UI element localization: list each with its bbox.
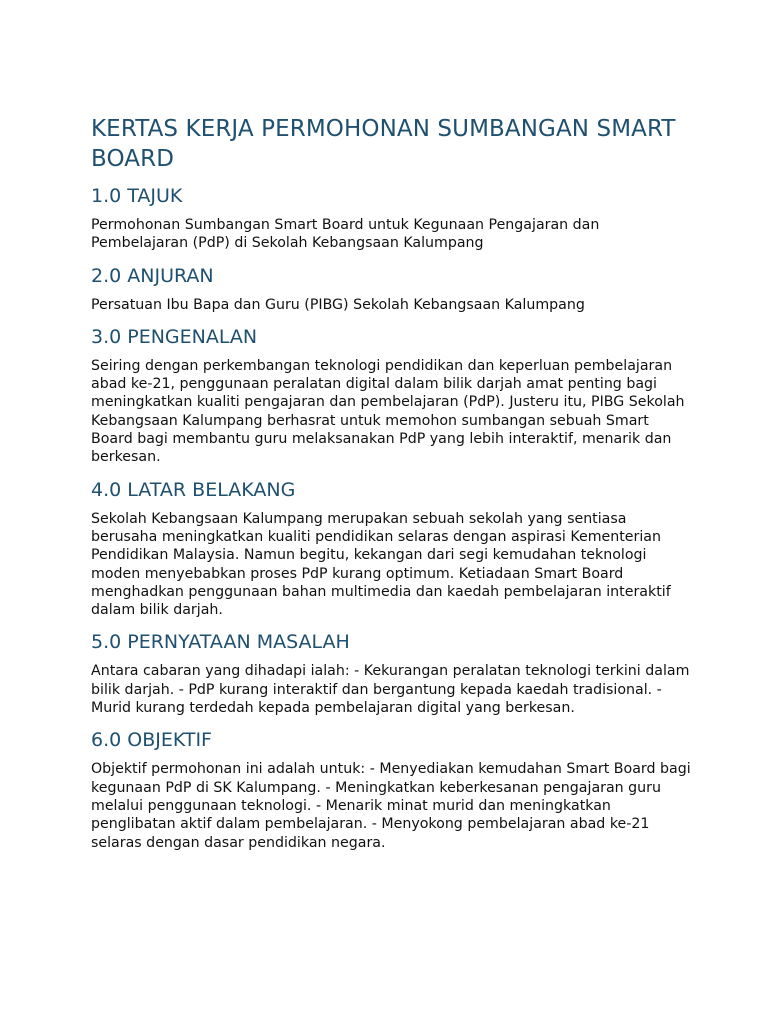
- section-latar-belakang: [91, 478, 691, 620]
- section-tajuk: [91, 184, 691, 253]
- section-body: Persatuan Ibu Bapa dan Guru (PIBG) Sekolah Kebangsaan Kalumpang: [91, 296, 585, 313]
- section-anjuran: [91, 264, 691, 314]
- section-pengenalan: [91, 325, 691, 467]
- section-body: Permohonan Sumbangan Smart Board untuk Kegunaan Pengajaran dan Pembelajaran (PdP) di Sekolah Kebangsaan Kalumpang: [91, 217, 600, 252]
- section-heading: 4.0 LATAR BELAKANG: [91, 478, 296, 501]
- section-body: Antara cabaran yang dihadapi ialah: - Kekurangan peralatan teknologi terkini dalam bilik darjah. - PdP kurang interaktif dan bergantung kepada kaedah tradisional. - Murid kurang terdedah kepada pembelajaran digital yang berkesan.: [91, 663, 690, 717]
- section-body: Seiring dengan perkembangan teknologi pendidikan dan keperluan pembelajaran abad ke-21, penggunaan peralatan digital dalam bilik darjah amat penting bagi meningkatkan kualiti pengajaran dan pembelajaran (PdP). Justeru itu, PIBG Sekolah Kebangsaan Kalumpang berhasrat untuk memohon sumbangan sebuah Smart Board bagi membantu guru melaksanakan PdP yang lebih interaktif, menarik dan berkesan.: [91, 357, 685, 466]
- section-pernyataan-masalah: [91, 630, 691, 717]
- section-heading: 2.0 ANJURAN: [91, 264, 214, 287]
- section-objektif: [91, 728, 691, 851]
- section-body: Objektif permohonan ini adalah untuk: - Menyediakan kemudahan Smart Board bagi kegunaan PdP di SK Kalumpang. - Meningkatkan keberkesanan pengajaran guru melalui penggunaan teknologi. - Menarik minat murid dan meningkatkan penglibatan aktif dalam pembelajaran. - Menyokong pembelajaran abad ke-21 selaras dengan dasar pendidikan negara.: [91, 761, 691, 851]
- section-body: Sekolah Kebangsaan Kalumpang merupakan sebuah sekolah yang sentiasa berusaha meningkatkan kualiti pendidikan selaras dengan aspirasi Kementerian Pendidikan Malaysia. Namun begitu, kekangan dari segi kemudahan teknologi moden menyebabkan proses PdP kurang optimum. Ketiadaan Smart Board menghadkan penggunaan bahan multimedia dan kaedah pembelajaran interaktif dalam bilik darjah.: [91, 510, 671, 619]
- section-heading: 6.0 OBJEKTIF: [91, 729, 212, 752]
- section-heading: 3.0 PENGENALAN: [91, 325, 258, 348]
- section-heading: 1.0 TAJUK: [91, 185, 183, 207]
- document-title: KERTAS KERJA PERMOHONAN SUMBANGAN SMART BOARD: [91, 116, 676, 172]
- document-page: [91, 114, 691, 863]
- section-heading: 5.0 PERNYATAAN MASALAH: [91, 631, 350, 654]
